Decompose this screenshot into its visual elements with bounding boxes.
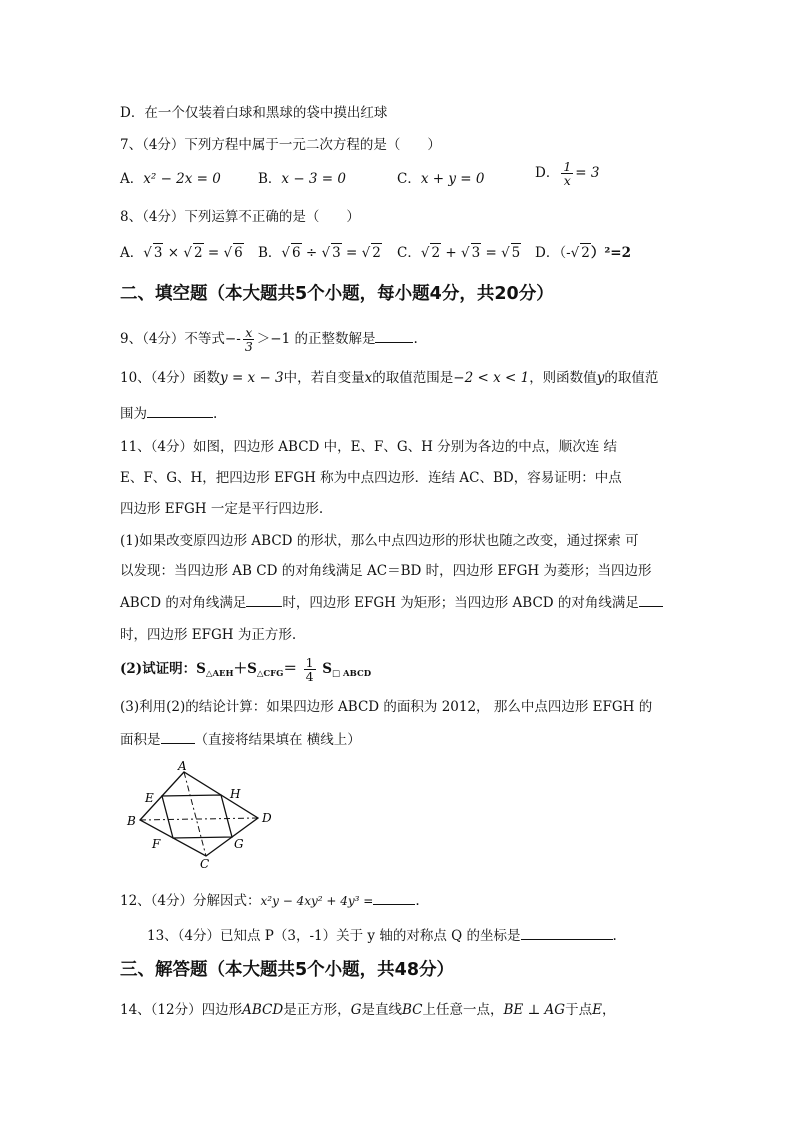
q8-a-label: A． bbox=[120, 245, 144, 261]
q7-d-den: x bbox=[563, 173, 571, 188]
q9-post: ＞−1 的正整数解是 bbox=[256, 331, 376, 347]
q7-option-d bbox=[535, 160, 599, 187]
q7-b-label: B． bbox=[258, 171, 282, 187]
section-2-heading: 二、填空题（本大题共5个小题，每小题4分，共20分） bbox=[120, 284, 554, 304]
q9-fraction bbox=[243, 326, 255, 353]
label-f: F bbox=[152, 837, 161, 851]
question-10-line-1 bbox=[120, 369, 658, 387]
q8-d-r1: 2 bbox=[581, 245, 590, 261]
q11-l8-sub2: △CFG bbox=[256, 669, 284, 679]
q11-l8-pre: (2)试证明：S bbox=[120, 661, 206, 677]
q11-line-10 bbox=[120, 731, 361, 749]
q10-post: ，则函数值 bbox=[529, 370, 597, 386]
q10-post2: 的取值范 bbox=[604, 370, 659, 386]
q11-l6a: ABCD 的对角线满足 bbox=[120, 595, 247, 611]
q7-b-expr: x − 3 = 0 bbox=[281, 171, 347, 187]
q14-e: E bbox=[592, 1002, 602, 1018]
q10-end: . bbox=[213, 406, 218, 422]
label-h: H bbox=[230, 787, 241, 801]
q8-d-post: ）²=2 bbox=[590, 245, 631, 261]
q10-pre: 10、（4分）函数 bbox=[120, 370, 221, 386]
q7-option-c bbox=[397, 170, 484, 188]
q9-den: 3 bbox=[244, 339, 253, 354]
q8-a-r1: 3 bbox=[153, 245, 163, 261]
q9-num: x bbox=[245, 325, 253, 340]
label-d: D bbox=[262, 811, 272, 825]
q14-g: G bbox=[350, 1002, 362, 1018]
q13-answer-blank[interactable] bbox=[521, 927, 613, 940]
q12-end: . bbox=[415, 893, 420, 909]
q11-line-7: 时，四边形 EFGH 为正方形. bbox=[120, 627, 297, 643]
q7-c-label: C． bbox=[397, 171, 421, 187]
q11-l8-s: S bbox=[317, 661, 333, 677]
label-a: A bbox=[178, 759, 187, 773]
question-12 bbox=[120, 892, 420, 910]
q11-l8-sub3: □ ABCD bbox=[332, 669, 372, 679]
diagonal-bd bbox=[140, 818, 258, 820]
q8-d-label: D． bbox=[535, 245, 560, 261]
q7-d-num: 1 bbox=[563, 159, 572, 174]
q14-end: ， bbox=[601, 1002, 616, 1018]
question-13 bbox=[147, 927, 617, 945]
q14-m1: 是正方形， bbox=[283, 1002, 351, 1018]
label-g: G bbox=[234, 837, 244, 851]
q13-pre: 13、（4分）已知点 P（3，-1）关于 y 轴的对称点 Q 的坐标是 bbox=[147, 928, 521, 944]
label-e: E bbox=[145, 791, 154, 805]
q8-option-a: A．√ 3 × √ 2 = √ 6 bbox=[120, 245, 243, 261]
q10-mid2: 的取值范围是 bbox=[372, 370, 454, 386]
q14-be: BE ⊥ AG bbox=[503, 1002, 566, 1018]
q11-blank-square[interactable] bbox=[639, 594, 663, 607]
q11-l10a: 面积是 bbox=[120, 732, 161, 748]
q11-l10b: （直接将结果填在 横线上） bbox=[194, 732, 361, 748]
q13-end: . bbox=[612, 928, 617, 944]
q11-line-5: 以发现：当四边形 AB CD 的对角线满足 AC＝BD 时，四边形 EFGH 为菱形；当四边形 bbox=[120, 563, 652, 579]
q7-c-expr: x + y = 0 bbox=[420, 171, 485, 187]
q8-c-r1: 2 bbox=[431, 245, 441, 261]
q14-m3: 上任意一点， bbox=[422, 1002, 504, 1018]
q10-var2: y bbox=[596, 370, 605, 386]
question-14 bbox=[120, 1001, 615, 1019]
q11-l8-eq: ＝ bbox=[283, 661, 302, 677]
q10-var: x bbox=[364, 370, 373, 386]
question-9 bbox=[120, 326, 418, 353]
question-8-stem: 8、（4分）下列运算不正确的是（ ） bbox=[120, 209, 360, 225]
q11-line-8 bbox=[120, 656, 371, 683]
q9-answer-blank[interactable] bbox=[375, 330, 413, 343]
q8-b-op: ÷ bbox=[301, 245, 322, 261]
q11-line-3: 四边形 EFGH 一定是平行四边形. bbox=[120, 501, 324, 517]
q12-expr: x²y − 4xy² + 4y³ = bbox=[260, 894, 374, 908]
q11-line-2: E、F、G、H，把四边形 EFGH 称为中点四边形．连结 AC、BD，容易证明：中点 bbox=[120, 470, 622, 486]
q14-pre: 14、（12分）四边形 bbox=[120, 1002, 243, 1018]
q8-option-b: B．√ 6 ÷ √ 3 = √ 2 bbox=[258, 245, 381, 261]
q11-blank-rectangle[interactable] bbox=[246, 594, 282, 607]
q9-end: . bbox=[413, 331, 418, 347]
q8-c-r2: 3 bbox=[471, 245, 481, 261]
q9-pre: 9、（4分）不等式−- bbox=[120, 331, 241, 347]
q14-m2: 是直线 bbox=[361, 1002, 402, 1018]
option-d-line: D．在一个仅装着白球和黑球的袋中摸出红球 bbox=[120, 105, 388, 121]
q8-option-d: D．（-√ 2）²=2 bbox=[535, 245, 631, 261]
label-c: C bbox=[200, 857, 210, 870]
q11-l8-sub1: △AEH bbox=[205, 669, 234, 679]
q10-range: −2 < x < 1 bbox=[453, 370, 530, 386]
q8-a-r2: 2 bbox=[193, 245, 203, 261]
q14-m4: 于点 bbox=[565, 1002, 593, 1018]
q8-d-pre: （- bbox=[559, 245, 571, 261]
question-7-stem: 7、（4分）下列方程中属于一元二次方程的是（ ） bbox=[120, 137, 441, 153]
q10-mid: 中，若自变量 bbox=[283, 370, 365, 386]
q12-pre: 12、（4分）分解因式： bbox=[120, 893, 261, 909]
q14-bc: BC bbox=[401, 1002, 423, 1018]
q8-b-r3: 2 bbox=[372, 245, 381, 261]
q7-a-label: A． bbox=[120, 171, 144, 187]
q11-line-9: (3)利用(2)的结论计算：如果四边形 ABCD 的面积为 2012， 那么中点四边形 EFGH 的 bbox=[120, 699, 653, 715]
section-3-heading: 三、解答题（本大题共5个小题，共48分） bbox=[120, 960, 455, 980]
q7-d-rest: = 3 bbox=[575, 165, 600, 181]
q11-line-4: (1)如果改变原四边形 ABCD 的形状，那么中点四边形的形状也随之改变，通过探索 可 bbox=[120, 533, 639, 549]
q8-c-label: C． bbox=[397, 245, 421, 261]
q10-answer-blank[interactable] bbox=[147, 405, 213, 418]
q10-line2: 围为 bbox=[120, 406, 147, 422]
diagonal-ac bbox=[184, 772, 206, 856]
q8-b-r2: 3 bbox=[332, 245, 341, 261]
q8-option-c: C．√ 2 + √ 3 = √ 5 bbox=[397, 245, 521, 261]
q12-answer-blank[interactable] bbox=[373, 892, 415, 905]
q7-a-expr: x² − 2x = 0 bbox=[143, 171, 221, 187]
q8-c-op: + bbox=[441, 245, 461, 261]
quadrilateral-figure bbox=[118, 758, 278, 870]
q8-c-r3: 5 bbox=[511, 245, 521, 261]
label-b: B bbox=[127, 814, 136, 828]
q11-line-6 bbox=[120, 594, 663, 612]
q11-l8-num: 1 bbox=[305, 655, 314, 670]
q8-b-r1: 6 bbox=[292, 245, 301, 261]
q11-area-blank[interactable] bbox=[161, 731, 195, 744]
q8-c-eq: = bbox=[481, 245, 502, 261]
q7-option-a bbox=[120, 170, 221, 188]
q10-func: y = x − 3 bbox=[220, 370, 284, 386]
q7-d-label: D． bbox=[535, 165, 560, 181]
q8-a-r3: 6 bbox=[234, 245, 243, 261]
q14-abcd: ABCD bbox=[242, 1002, 284, 1018]
question-10-line-2 bbox=[120, 405, 217, 423]
q8-b-eq: = bbox=[341, 245, 362, 261]
q11-l8-den: 4 bbox=[305, 669, 314, 684]
q11-l8-plus: ＋S bbox=[233, 661, 257, 677]
q7-option-b bbox=[258, 170, 346, 188]
quad-efgh bbox=[162, 795, 232, 838]
q11-l8-fraction bbox=[304, 656, 316, 683]
q8-a-op: × bbox=[163, 245, 184, 261]
q8-b-label: B． bbox=[258, 245, 282, 261]
q11-l6b: 时，四边形 EFGH 为矩形；当四边形 ABCD 的对角线满足 bbox=[282, 595, 639, 611]
q11-line-1: 11、（4分）如图，四边形 ABCD 中，E、F、G、H 分别为各边的中点，顺次连 结 bbox=[120, 439, 618, 455]
q7-d-fraction bbox=[561, 160, 573, 187]
q8-a-eq: = bbox=[203, 245, 224, 261]
